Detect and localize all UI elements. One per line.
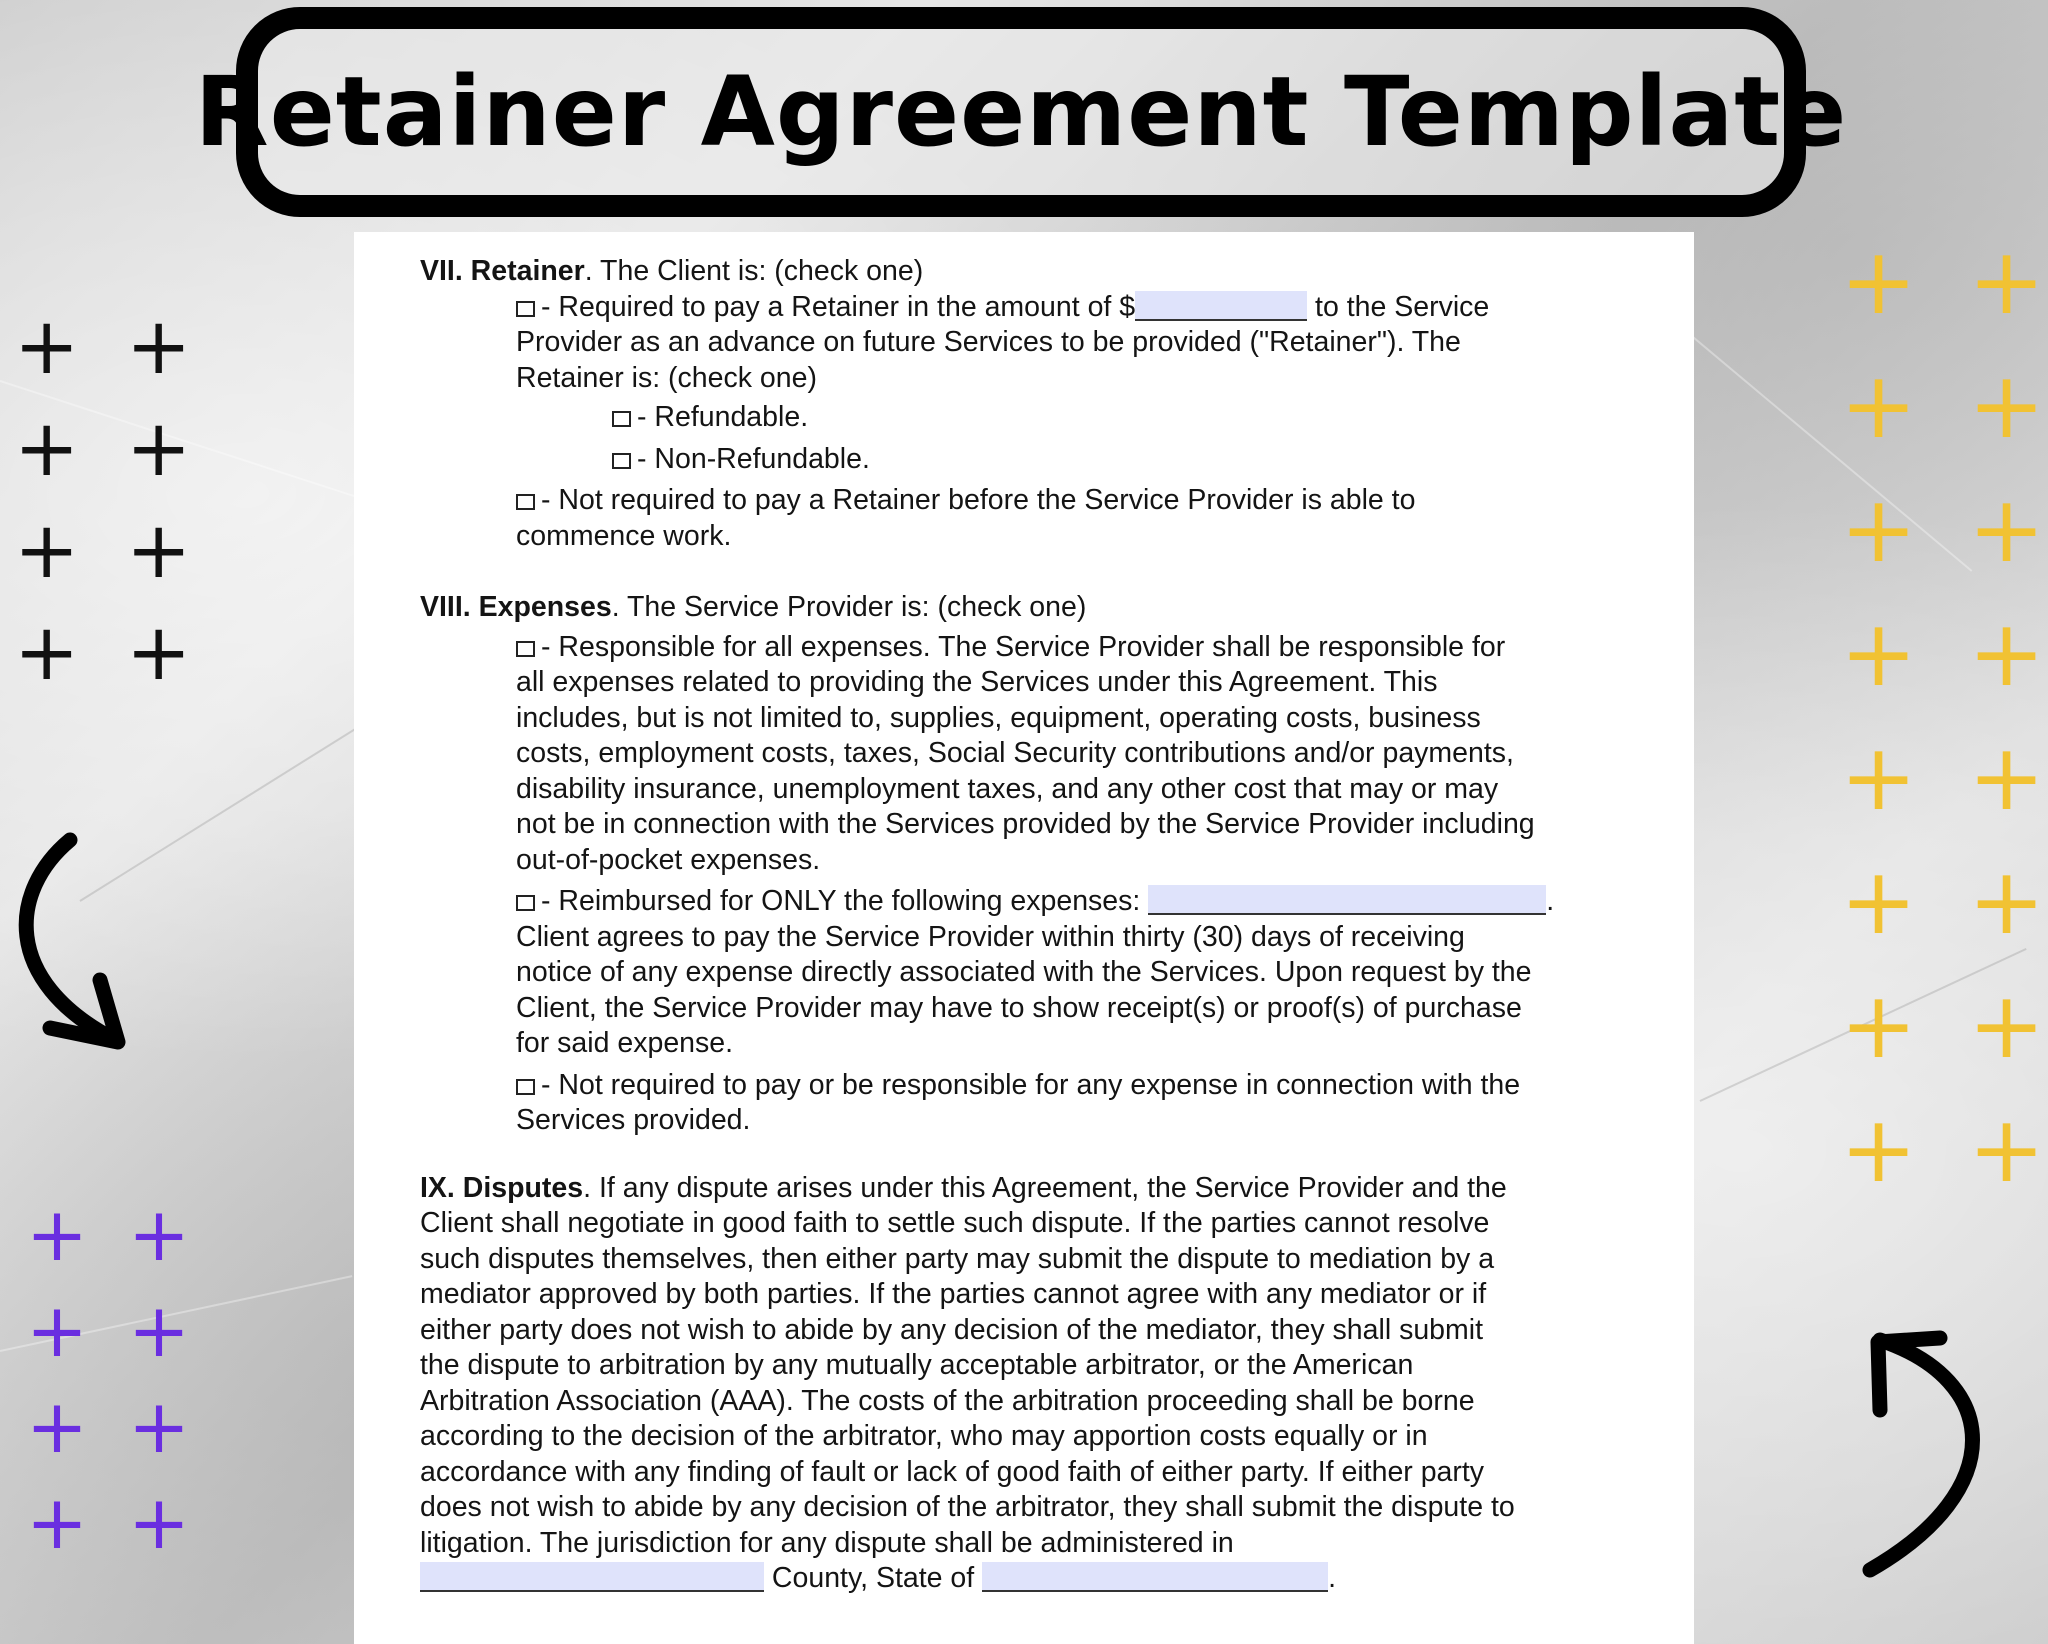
plus-icon: +: [26, 1288, 89, 1374]
checkbox-icon[interactable]: [516, 301, 535, 317]
plus-icon: +: [14, 506, 80, 596]
expenses-heading: VIII. Expenses: [420, 591, 612, 623]
plus-icon: +: [1840, 848, 1918, 955]
checkbox-icon[interactable]: [612, 411, 631, 427]
plus-icon: +: [14, 404, 80, 494]
disputes-section: IX. Disputes. If any dispute arises under this Agreement, the Service Provider and the Client shall negotiate in good faith to settle such dispute. If the parties cannot resolve such disputes themselves, then either party may submit the dispute to mediation by a mediator approved by both parties. If the parties cannot agree with any mediator or if either party does not wish to abide by any decision of the mediator, they shall submit the dispute to arbitration by any mutually acceptable arbitrator, or the American Arbitration Association (AAA). The costs of the arbitration proceeding shall be borne according to the decision of the arbitrator, who may apportion costs equally or in accordance with any finding of fault or lack of good faith of either party. If either party does not wish to abide by any decision of the arbitrator, they shall submit the dispute to litigation. The jurisdiction for any dispute shall be administered in County, State of .: [420, 1171, 1515, 1594]
curved-arrow-down-right-icon: [0, 830, 150, 1060]
disputes-heading: IX. Disputes: [420, 1171, 584, 1204]
plus-icon: +: [1840, 352, 1918, 459]
reimbursed-expenses-field[interactable]: [1148, 885, 1546, 915]
plus-icon: +: [1840, 972, 1918, 1079]
plus-icon: +: [1840, 228, 1918, 335]
plus-icon: +: [1840, 1096, 1918, 1203]
plus-icon: +: [1968, 848, 2046, 955]
plus-icon: +: [128, 1288, 191, 1374]
plus-icon: +: [128, 1384, 191, 1470]
plus-icon: +: [1968, 972, 2046, 1079]
retainer-intro: . The Client is: (check one): [584, 255, 924, 287]
retainer-option-required: - Required to pay a Retainer in the amount of $ to the Service Provider as an advance on future Services to be provided ("Retainer"). The Retainer is: (check one): [516, 290, 1490, 394]
plus-icon: +: [1968, 352, 2046, 459]
plus-icon: +: [126, 506, 192, 596]
retainer-section-heading: [420, 254, 1634, 290]
plus-icon: +: [14, 608, 80, 698]
plus-icon: +: [1968, 228, 2046, 335]
expenses-option-reimbursed: - Reimbursed for ONLY the following expenses: . Client agrees to pay the Service Provider within thirty (30) days of receiving notice of any expense directly associated with the Services. Upon request by the Client, the Service Provider may have to show receipt(s) or proof(s) of purchase for said expense.: [516, 885, 1555, 1059]
expenses-option-not-required: - Not required to pay or be responsible for any expense in connection with the Services provided.: [516, 1068, 1521, 1136]
page-title: Retainer Agreement Template: [194, 56, 1848, 168]
plus-icon: +: [1968, 476, 2046, 583]
plus-icon: +: [1840, 724, 1918, 831]
document-page: [354, 232, 1694, 1644]
plus-icon: +: [1968, 1096, 2046, 1203]
plus-icon: +: [26, 1384, 89, 1470]
retainer-refundable-option: - Refundable.: [612, 400, 1634, 436]
checkbox-icon[interactable]: [516, 1079, 535, 1095]
curved-arrow-up-left-icon: [1840, 1320, 2020, 1580]
retainer-option-not-required: - Not required to pay a Retainer before the Service Provider is able to commence work.: [516, 484, 1416, 552]
checkbox-icon[interactable]: [516, 494, 535, 510]
plus-icon: +: [126, 302, 192, 392]
checkbox-icon[interactable]: [612, 453, 631, 469]
checkbox-icon[interactable]: [516, 895, 535, 911]
county-field[interactable]: [420, 1562, 764, 1592]
plus-icon: +: [126, 404, 192, 494]
retainer-heading: VII. Retainer: [420, 255, 585, 287]
plus-icon: +: [26, 1480, 89, 1566]
plus-icon: +: [126, 608, 192, 698]
retainer-nonrefundable-option: - Non-Refundable.: [612, 442, 1634, 478]
title-frame: [194, 7, 1848, 217]
expenses-section-heading: [420, 590, 1634, 626]
plus-icon: +: [1840, 600, 1918, 707]
plus-icon: +: [1968, 724, 2046, 831]
plus-icon: +: [26, 1192, 89, 1278]
plus-icon: +: [128, 1192, 191, 1278]
state-field[interactable]: [982, 1562, 1328, 1592]
plus-icon: +: [1840, 476, 1918, 583]
plus-icon: +: [14, 302, 80, 392]
checkbox-icon[interactable]: [516, 641, 535, 657]
expenses-option-responsible: - Responsible for all expenses. The Service Provider shall be responsible for all expenses related to providing the Services under this Agreement. This includes, but is not limited to, supplies, equipment, operating costs, business costs, employment costs, taxes, Social Security contributions and/or payments, disability insurance, unemployment taxes, and any other cost that may or may not be in connection with the Services provided by the Service Provider including out-of-pocket expenses.: [516, 630, 1535, 876]
plus-icon: +: [1968, 600, 2046, 707]
expenses-intro: . The Service Provider is: (check one): [611, 591, 1087, 623]
retainer-amount-field[interactable]: [1135, 291, 1307, 321]
plus-icon: +: [128, 1480, 191, 1566]
